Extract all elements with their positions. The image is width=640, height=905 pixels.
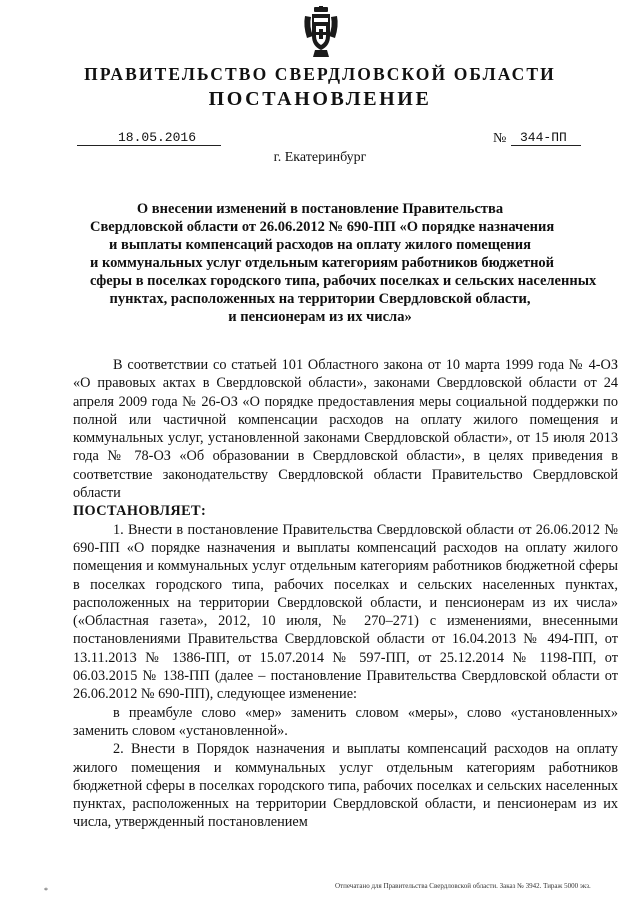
- document-body: [73, 356, 618, 832]
- heading-line: сферы в поселках городского типа, рабочих поселках и сельских населенных: [90, 273, 597, 289]
- heading-line: и пенсионерам из их числа»: [228, 309, 412, 325]
- date-underline: [77, 145, 221, 146]
- item-1-paragraph: 1. Внести в постановление Правительства Свердловской области от 26.06.2012 № 690-ПП «О порядке назначения и выплаты компенсаций расходов на оплату жилого помещения и коммунальных услуг отдельным категориям работников бюджетной сферы в поселках городского типа, рабочих поселках и сельских населенных пунктах, расположенных на территории Свердловской области, и пенсионерам из их числа» («Областная газета», 2012, 10 июля, № 270–271) с изменениями, внесенными постановлениями Правительства Свердловской области от 16.04.2013 № 494-ПП, от 13.11.2013 № 1386-ПП, от 15.07.2014 № 597-ПП, от 25.12.2014 № 1198-ПП, от 06.03.2015 № 138-ПП (далее – постановление Правительства Свердловской области от 26.06.2012 № 690-ПП), следующее изменение:: [73, 521, 618, 703]
- city-name: г. Екатеринбург: [273, 150, 367, 165]
- document-number: 344-ПП: [520, 130, 567, 145]
- heading-line: и коммунальных услуг отдельным категориям работников бюджетной: [90, 255, 555, 271]
- preamble-paragraph: В соответствии со статьей 101 Областного закона от 10 марта 1999 года № 4-ОЗ «О правовых актах в Свердловской области», законами Свердловской области от 24 апреля 2009 года № 26-ОЗ «О порядке предоставления меры социальной поддержки по полной или частичной компенсации расходов на оплату жилого помещения и коммунальных услуг, установленной законами Свердловской области», от 15 июля 2013 года № 78-ОЗ «Об образовании в Свердловской области», в целях приведения в соответствие законодательству Свердловской области Правительство Свердловской области: [73, 357, 618, 502]
- document-type: ПОСТАНОВЛЕНИЕ: [208, 88, 432, 110]
- heading-line: Свердловской области от 26.06.2012 № 690-ПП «О порядке назначения: [90, 219, 555, 235]
- heading-line: пунктах, расположенных на территории Свердловской области,: [109, 291, 531, 307]
- heading-line: О внесении изменений в постановление Правительства: [136, 201, 504, 217]
- document-date: 18.05.2016: [118, 130, 197, 145]
- heading-line: и выплаты компенсаций расходов на оплату жилого помещения: [109, 237, 531, 253]
- number-sign: №: [493, 131, 507, 146]
- item-2-paragraph: 2. Внести в Порядок назначения и выплаты компенсаций расходов на оплату жилого помещения и коммунальных услуг отдельным категориям работников бюджетной сферы в поселках городского типа, рабочих поселках и сельских населенных пунктах, расположенных на территории Свердловской области, и пенсионерам из их числа, утвержденный постановлением: [73, 741, 618, 831]
- corner-mark: *: [44, 886, 48, 895]
- coat-of-arms-icon: [299, 6, 343, 58]
- print-note: Отпечатано для Правительства Свердловской области. Заказ № 3942. Тираж 5000 экз.: [335, 882, 591, 890]
- item-1-change-paragraph: в преамбуле слово «мер» заменить словом «меры», слово «установленных» заменить словом «установленной».: [73, 704, 618, 739]
- document-heading: [90, 200, 597, 326]
- number-underline: [511, 145, 581, 146]
- government-title: ПРАВИТЕЛЬСТВО СВЕРДЛОВСКОЙ ОБЛАСТИ: [84, 64, 556, 84]
- decree-word: ПОСТАНОВЛЯЕТ:: [73, 503, 207, 520]
